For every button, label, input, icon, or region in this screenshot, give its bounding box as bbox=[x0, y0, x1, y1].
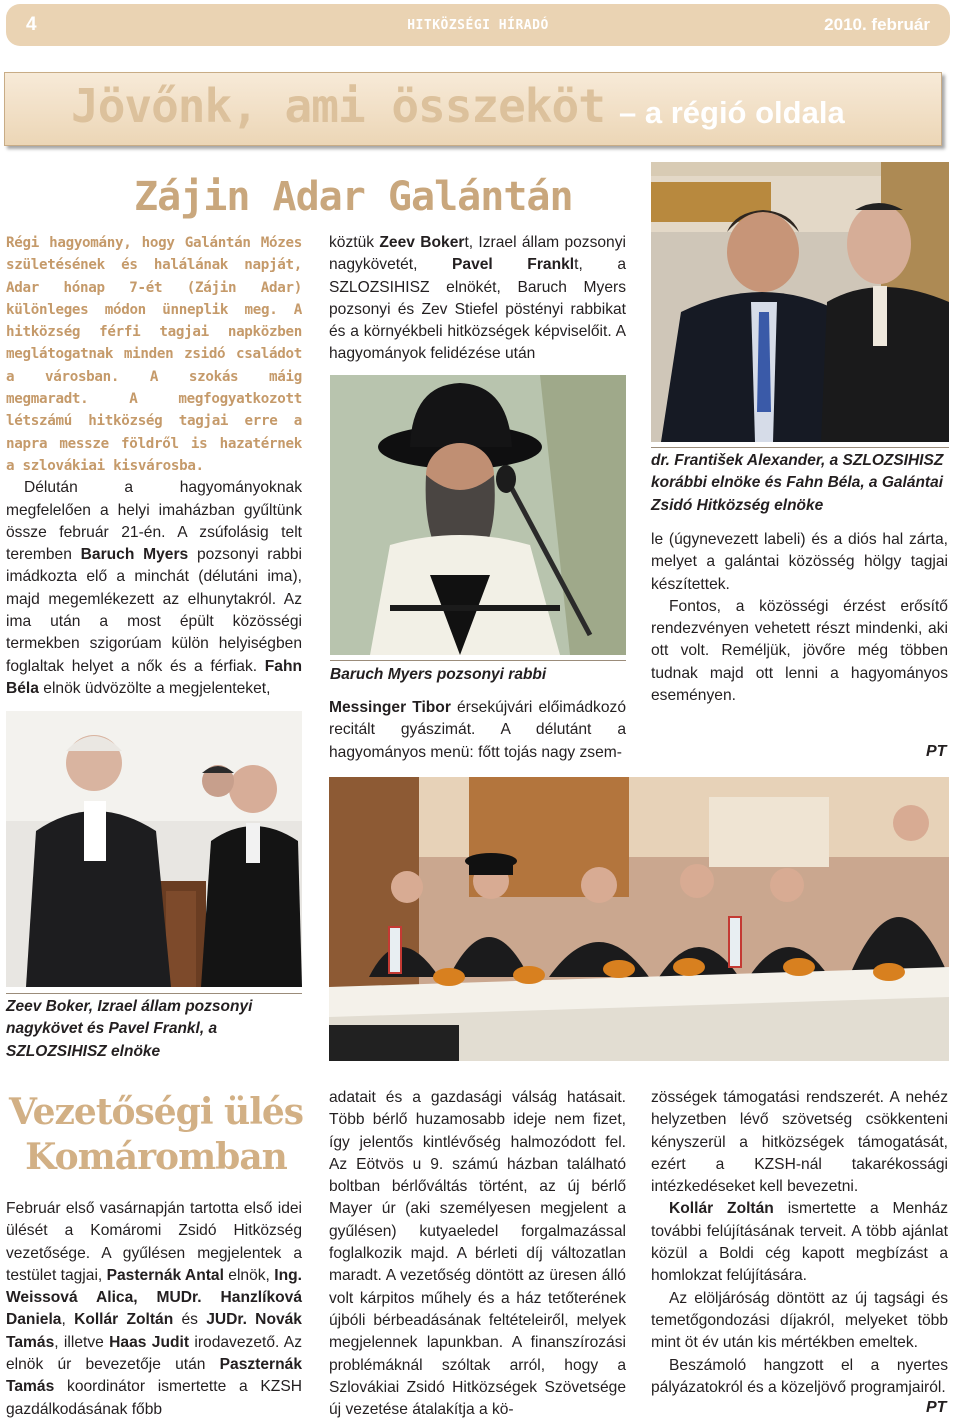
body-text: érsekújvári előimádkozó recitált gyászimát. A délutánt a hagyományos menü: főtt tojás nagy zsem- bbox=[329, 699, 626, 761]
body-text: t, a SZLOZSIHISZ elnökét, Baruch Myers pozsonyi és Zev Stiefel pöstényi rabbikat és a környékbeli hitközségek képviselőit. A hagyományok felidézése után bbox=[329, 256, 626, 363]
signature: PT bbox=[926, 1399, 947, 1416]
photo-alexander-fahn bbox=[651, 162, 949, 442]
lead-sentence-3: A megfogyatkozott létszámú hitközség tagjai erre a napra messze földről is hazatérnek a szlovákiai kisvárosba. bbox=[6, 391, 302, 474]
article-body-col2-top bbox=[329, 232, 626, 366]
banner-title: Jövőnk, ami összeköt bbox=[71, 79, 605, 133]
banner-subtitle: – a régió oldala bbox=[619, 95, 845, 130]
person-name: Fahn Béla bbox=[6, 657, 302, 697]
article-column-1 bbox=[6, 232, 302, 700]
body-paragraph: adatait és a gazdasági válság hatásait. Több bérlő huzamosabb ideje nem fizet, így jelentős kintlévőség halmozódott fel. Az Eötvös u 9. számú házban található boltban bérlőváltás történt, az új bérlő Mayer úr (aki személyesen megjelent a gyűlésen) kutyaeledel forgalmazással foglalkozik majd. A bérleti díj változatlan maradt. A vezetőség döntött az üresen álló volt kárpitos műhely és a ház tetőterének újbóli bérbeadásának feltételeiről, melyek megjelennek lapunkban. A finanszírozási problémáknál szóltak arról, hogy a Szlovákiai Zsidó Hitközségek Szövetsége új vezetése átalakítja a kö- bbox=[329, 1089, 626, 1419]
person-name: Ing. Weissová Alica, MUDr. Hanzlíková Daniela bbox=[6, 1266, 302, 1329]
article-lead bbox=[6, 232, 302, 477]
body-text: és bbox=[181, 1311, 198, 1329]
person-name: Messinger Tibor bbox=[329, 699, 451, 716]
person-name: Zeev Boker bbox=[379, 234, 465, 251]
lead-sentence-2: A hitközség férfi tagjai napközben meglátogatnak minden zsidó családot a városban. A szokás máig megmaradt. bbox=[6, 301, 302, 408]
person-name: Pavel Frankl bbox=[452, 256, 575, 274]
issue-date: 2010. február bbox=[824, 15, 930, 34]
photo-boker-frankl bbox=[6, 711, 302, 987]
person-name: Kollár Zoltán bbox=[74, 1311, 174, 1329]
person-name: Kollár Zoltán bbox=[669, 1200, 774, 1218]
person-name: Haas Judit bbox=[109, 1333, 190, 1351]
body-text: , bbox=[61, 1311, 66, 1329]
person-name: Pasternák Antal bbox=[106, 1266, 224, 1284]
body-text: A zsúfolásig telt teremben bbox=[6, 523, 302, 564]
body-text: Délután a hagyományoknak megfelelően a helyi imaházban gyűltünk össze február 21-én. bbox=[6, 479, 302, 541]
photo-caption-left: Zeev Boker, Izrael állam pozsonyi nagykövet és Pavel Frankl, a SZLOZSIHISZ elnöke bbox=[6, 998, 253, 1060]
article-body-col3 bbox=[651, 529, 948, 707]
body-text: koordinátor ismertette a KZSH gazdálkodásának főbb bbox=[6, 1378, 302, 1418]
body-paragraph: le (úgynevezett labeli) és a diós hal zárta, melyet a galántai közösség hölgy tagjai készítettek. bbox=[651, 531, 948, 593]
page-header bbox=[6, 4, 950, 46]
publication-name: HITKÖZSÉGI HÍRADÓ bbox=[407, 18, 549, 33]
body-paragraph: zösségek támogatási rendszerét. A nehéz helyzetben lévő szövetség csökkenteni kényszerül a hitközségek támogatását, ezért a KZSH-nál takarékossági intézkedéseket kell bevezetni. bbox=[651, 1089, 948, 1196]
lead-sentence-1: Régi hagyomány, hogy Galántán Mózes születésének és halálának napját, Adar hónap 7-ét (Zájin Adar) különleges módon ünneplik meg. bbox=[6, 235, 302, 318]
photo-rabbi bbox=[330, 375, 626, 655]
photo-caption-top-right: dr. František Alexander, a SZLOZSIHISZ korábbi elnöke és Fahn Béla, a Galántai Zsidó Hitközség elnöke bbox=[651, 452, 944, 514]
body-paragraph: Az elöljáróság döntött az új tagsági és temetőgondozási díjakról, melyeket több mint öt év után kis mértékben emeltek. bbox=[651, 1289, 948, 1352]
article-body-col2-bottom bbox=[329, 697, 626, 764]
signature: PT bbox=[926, 743, 947, 760]
person-name: Paszternák Tamás bbox=[6, 1356, 302, 1396]
body-text: köztük bbox=[329, 234, 375, 251]
person-name: Baruch Myers bbox=[80, 546, 189, 564]
photo-dinner-table bbox=[329, 777, 949, 1061]
article2-title bbox=[6, 1090, 306, 1180]
body-paragraph: Fontos, a közösségi érzést erősítő rendezvényen vehetett részt mindenki, aki ott volt. Reméljük, jövőre még többen tudnak majd ott lenni a hagyományos eseményen. bbox=[651, 597, 948, 705]
body-text: Február első vasárnapján tartotta első idei ülését a Komáromi Zsidó Hitközség vezetősége. A gyűlésen megjelentek a testület tagjai, bbox=[6, 1200, 302, 1284]
section-banner bbox=[4, 72, 942, 146]
body-text: pozsonyi rabbi imádkozta elő a minchát (délutáni ima), majd megemlékezett az elhunytakról. Az ima után a most épült közösségi termekben szigorúam külön helyiségben foglaltak helyet a nők és a férfiak. bbox=[6, 546, 302, 675]
body-text: t, Izrael állam pozsonyi nagykövetét, bbox=[329, 234, 626, 274]
article2-body-col2 bbox=[329, 1087, 626, 1421]
article2-body-col3 bbox=[651, 1087, 948, 1399]
article2-body-col1 bbox=[6, 1198, 302, 1421]
article-title: Zájin Adar Galántán bbox=[134, 174, 573, 220]
body-text: ismertette a Menház további felújításának terveit. A több ajánlat közül a Boldi cég kapott megbízást a homlokzat felújítására. bbox=[651, 1200, 948, 1285]
photo-caption-rabbi: Baruch Myers pozsonyi rabbi bbox=[330, 666, 547, 683]
body-text: elnök üdvözölte a megjelenteket, bbox=[43, 679, 271, 697]
article2-title-line2: Komáromban bbox=[25, 1136, 287, 1178]
body-text: elnök, bbox=[228, 1266, 270, 1284]
page-number: 4 bbox=[26, 14, 37, 35]
person-name: JUDr. Novák Tamás bbox=[6, 1311, 302, 1351]
body-text: , illetve bbox=[54, 1333, 104, 1351]
body-text: irodavezető. Az elnök úr bevezetője után bbox=[6, 1333, 302, 1374]
article2-title-line1: Vezetőségi ülés bbox=[8, 1091, 304, 1133]
body-paragraph: Beszámoló hangzott el a nyertes pályázatokról és a közeljövő programjairól. bbox=[651, 1356, 948, 1396]
article-body-col1 bbox=[6, 477, 302, 700]
